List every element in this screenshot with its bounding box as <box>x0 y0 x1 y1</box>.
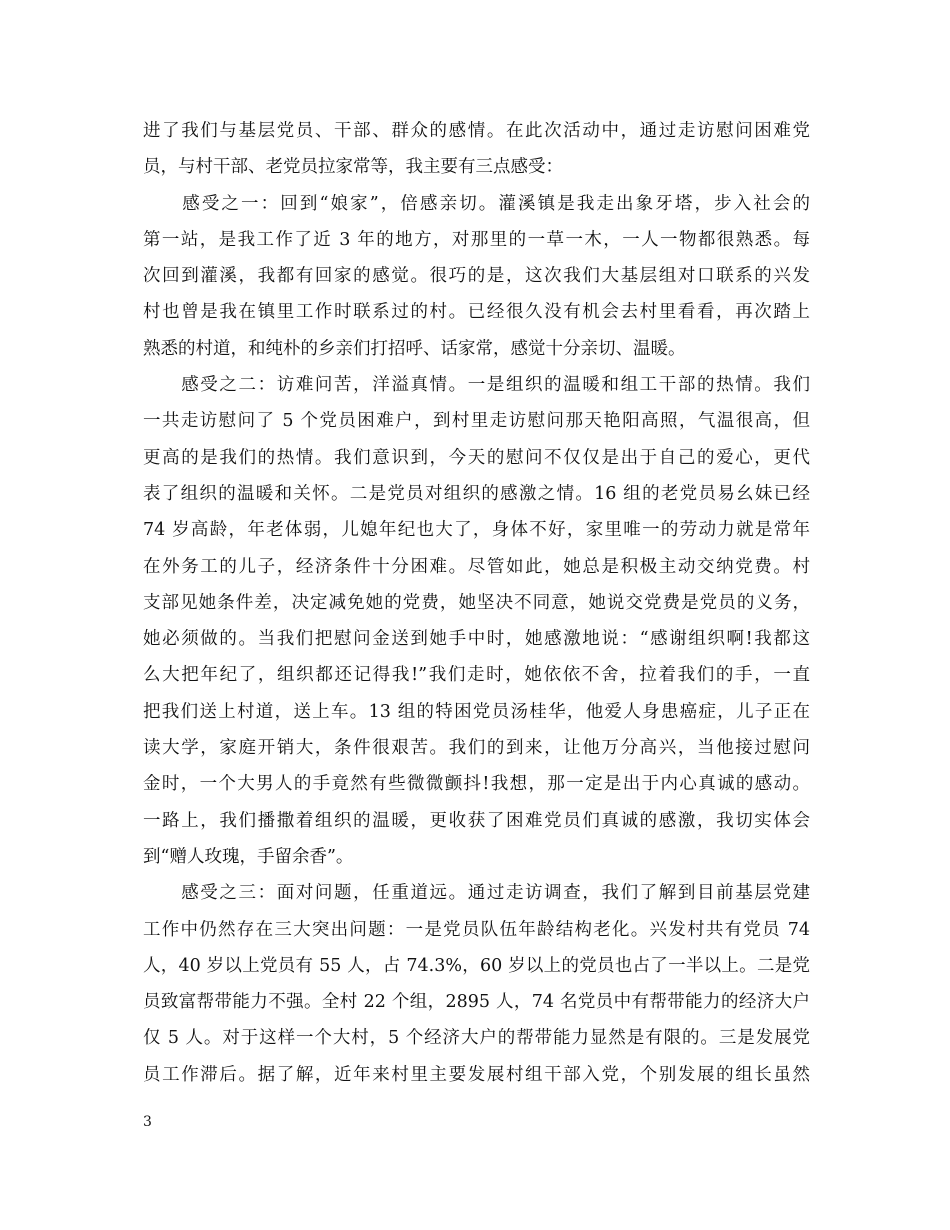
text-line: 次回到灌溪，我都有回家的感觉。很巧的是，这次我们大基层组对口联系的兴发 <box>143 266 810 287</box>
text-line: 进了我们与基层党员、干部、群众的感情。在此次活动中，通过走访慰问困难党 <box>143 121 810 141</box>
text-line: 她必须做的。当我们把慰问金送到她手中时，她感激地说：“感谢组织啊!我都这 <box>143 629 810 650</box>
body-text <box>143 113 810 1093</box>
text-line: 感受之一：回到“娘家”，倍感亲切。灌溪镇是我走出象牙塔，步入社会的 <box>143 193 810 214</box>
text-line: 熟悉的村道，和纯朴的乡亲们打招呼、话家常，感觉十分亲切、温暖。 <box>143 338 686 359</box>
text-line: 感受之二：访难问苦，洋溢真情。一是组织的温暖和组工干部的热情。我们 <box>143 375 810 396</box>
text-line: 员，与村干部、老党员拉家常等，我主要有三点感受： <box>143 157 563 178</box>
text-line: 工作中仍然存在三大突出问题：一是党员队伍年龄结构老化。兴发村共有党员 74 <box>143 919 810 940</box>
text-line: 村也曾是我在镇里工作时联系过的村。已经很久没有机会去村里看看，再次踏上 <box>143 302 810 323</box>
text-line: 表了组织的温暖和关怀。二是党员对组织的感激之情。16 组的老党员易幺妹已经 <box>143 483 810 504</box>
text-line: 到“赠人玫瑰，手留余香”。 <box>143 846 354 867</box>
text-line: 在外务工的儿子，经济条件十分困难。尽管如此，她总是积极主动交纳党费。村 <box>143 556 810 577</box>
text-line: 员致富帮带能力不强。全村 22 个组，2895 人，74 名党员中有帮带能力的经济大户 <box>143 992 810 1013</box>
text-line: 更高的是我们的热情。我们意识到，今天的慰问不仅仅是出于自己的爱心，更代 <box>143 447 810 468</box>
text-line: 金时，一个大男人的手竟然有些微微颤抖!我想，那一定是出于内心真诚的感动。 <box>143 774 810 795</box>
text-line: 第一站，是我工作了近 3 年的地方，对那里的一草一木，一人一物都很熟悉。每 <box>143 229 810 250</box>
text-line: 支部见她条件差，决定减免她的党费，她坚决不同意，她说交党费是党员的义务， <box>143 592 810 613</box>
text-line: 把我们送上村道，送上车。13 组的特困党员汤桂华，他爱人身患癌症，儿子正在 <box>143 701 810 722</box>
text-line: 感受之三：面对问题，任重道远。通过走访调查，我们了解到目前基层党建 <box>143 883 810 904</box>
text-line: 一共走访慰问了 5 个党员困难户，到村里走访慰问那天艳阳高照，气温很高，但 <box>143 411 810 432</box>
text-line: 人，40 岁以上党员有 55 人，占 74.3%，60 岁以上的党员也占了一半以上。二是党 <box>143 955 810 976</box>
text-line: 么大把年纪了，组织都还记得我!”我们走时，她依依不舍，拉着我们的手，一直 <box>143 665 810 686</box>
text-line: 仅 5 人。对于这样一个大村，5 个经济大户的帮带能力显然是有限的。三是发展党 <box>143 1028 810 1049</box>
text-line: 74 岁高龄，年老体弱，儿媳年纪也大了，身体不好，家里唯一的劳动力就是常年 <box>143 520 810 541</box>
text-line: 员工作滞后。据了解，近年来村里主要发展村组干部入党，个别发展的组长虽然 <box>143 1064 810 1085</box>
text-line: 一路上，我们播撒着组织的温暖，更收获了困难党员们真诚的感激，我切实体会 <box>143 810 810 831</box>
page-number: 3 <box>143 1114 152 1130</box>
text-line: 读大学，家庭开销大，条件很艰苦。我们的到来，让他万分高兴，当他接过慰问 <box>143 738 810 759</box>
